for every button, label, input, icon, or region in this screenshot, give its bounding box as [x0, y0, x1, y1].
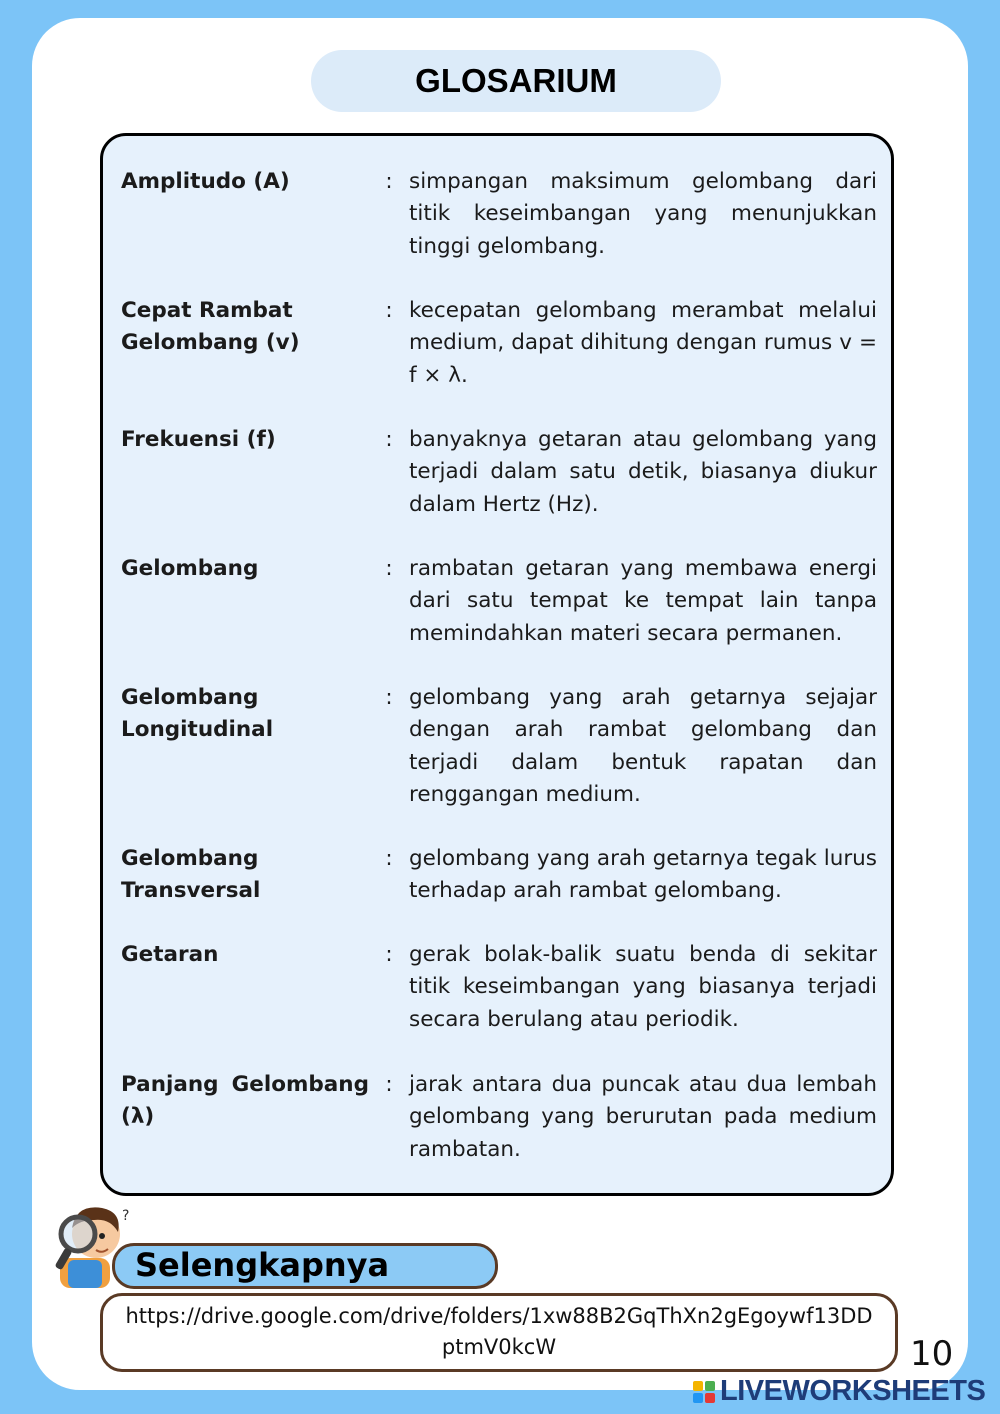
glossary-entry [121, 939, 877, 1036]
glossary-term: Cepat Rambat Gelombang (v) [121, 298, 300, 356]
glossary-definition: rambatan getaran yang membawa energi dari satu tempat ke tempat lain tanpa memindahkan materi secara permanen. [409, 556, 877, 646]
drive-link-line-1[interactable]: https://drive.google.com/drive/folders/1xw88B2GqThXn2gEgoywf13DD [125, 1304, 873, 1328]
glossary-definition: gelombang yang arah getarnya tegak lurus terhadap arah rambat gelombang. [409, 846, 877, 904]
glossary-term: Gelombang Transversal [121, 846, 261, 904]
more-info-label: Selengkapnya [135, 1246, 390, 1284]
glossary-definition: jarak antara dua puncak atau dua lembah gelombang yang berurutan pada medium rambatan. [409, 1072, 877, 1162]
liveworksheets-text: LIVEWORKSHEETS [720, 1375, 986, 1407]
separator-colon: : [385, 942, 393, 967]
glossary-entry [121, 682, 877, 811]
glossary-definition: gerak bolak-balik suatu benda di sekitar titik keseimbangan yang biasanya terjadi secara berulang atau periodik. [409, 942, 877, 1032]
glossary-term: Gelombang [121, 556, 259, 581]
glossary-entry [121, 166, 877, 263]
separator-colon: : [385, 556, 393, 581]
glossary-entry [121, 1069, 877, 1166]
liveworksheets-watermark [692, 1375, 985, 1408]
more-info-banner [112, 1243, 498, 1289]
glossary-term: Gelombang Longitudinal [121, 685, 274, 743]
glossary-definition: gelombang yang arah getarnya sejajar dengan arah rambat gelombang dan terjadi dalam bentuk rapatan dan renggangan medium. [409, 685, 877, 807]
glossary-box [100, 133, 894, 1196]
page-number: 10 [910, 1334, 954, 1374]
glossary-definition: kecepatan gelombang merambat melalui medium, dapat dihitung dengan rumus v = f × λ. [409, 298, 877, 388]
separator-colon: : [385, 1072, 393, 1097]
separator-colon: : [385, 298, 393, 323]
glossary-entry [121, 424, 877, 521]
glossary-entry [121, 843, 877, 908]
separator-colon: : [385, 427, 393, 452]
separator-colon: : [385, 169, 393, 194]
glossary-entry [121, 553, 877, 650]
svg-text:?: ? [122, 1208, 130, 1224]
drive-link-line-2[interactable]: ptmV0kcW [441, 1335, 557, 1359]
page-title: GLOSARIUM [415, 62, 617, 99]
glossary-term: Frekuensi (f) [121, 427, 276, 452]
title-pill [311, 50, 721, 112]
glossary-term: Getaran [121, 942, 219, 967]
separator-colon: : [385, 846, 393, 871]
glossary-term: Panjang Gelombang (λ) [121, 1072, 369, 1130]
liveworksheets-logo-icon [692, 1380, 716, 1404]
glossary-term: Amplitudo (A) [121, 169, 290, 194]
drive-link-box[interactable] [100, 1293, 898, 1372]
glossary-definition: banyaknya getaran atau gelombang yang terjadi dalam satu detik, biasanya diukur dalam Hertz (Hz). [409, 427, 877, 517]
glossary-entry [121, 295, 877, 392]
glossary-definition: simpangan maksimum gelombang dari titik keseimbangan yang menunjukkan tinggi gelombang. [409, 169, 877, 259]
separator-colon: : [385, 685, 393, 710]
